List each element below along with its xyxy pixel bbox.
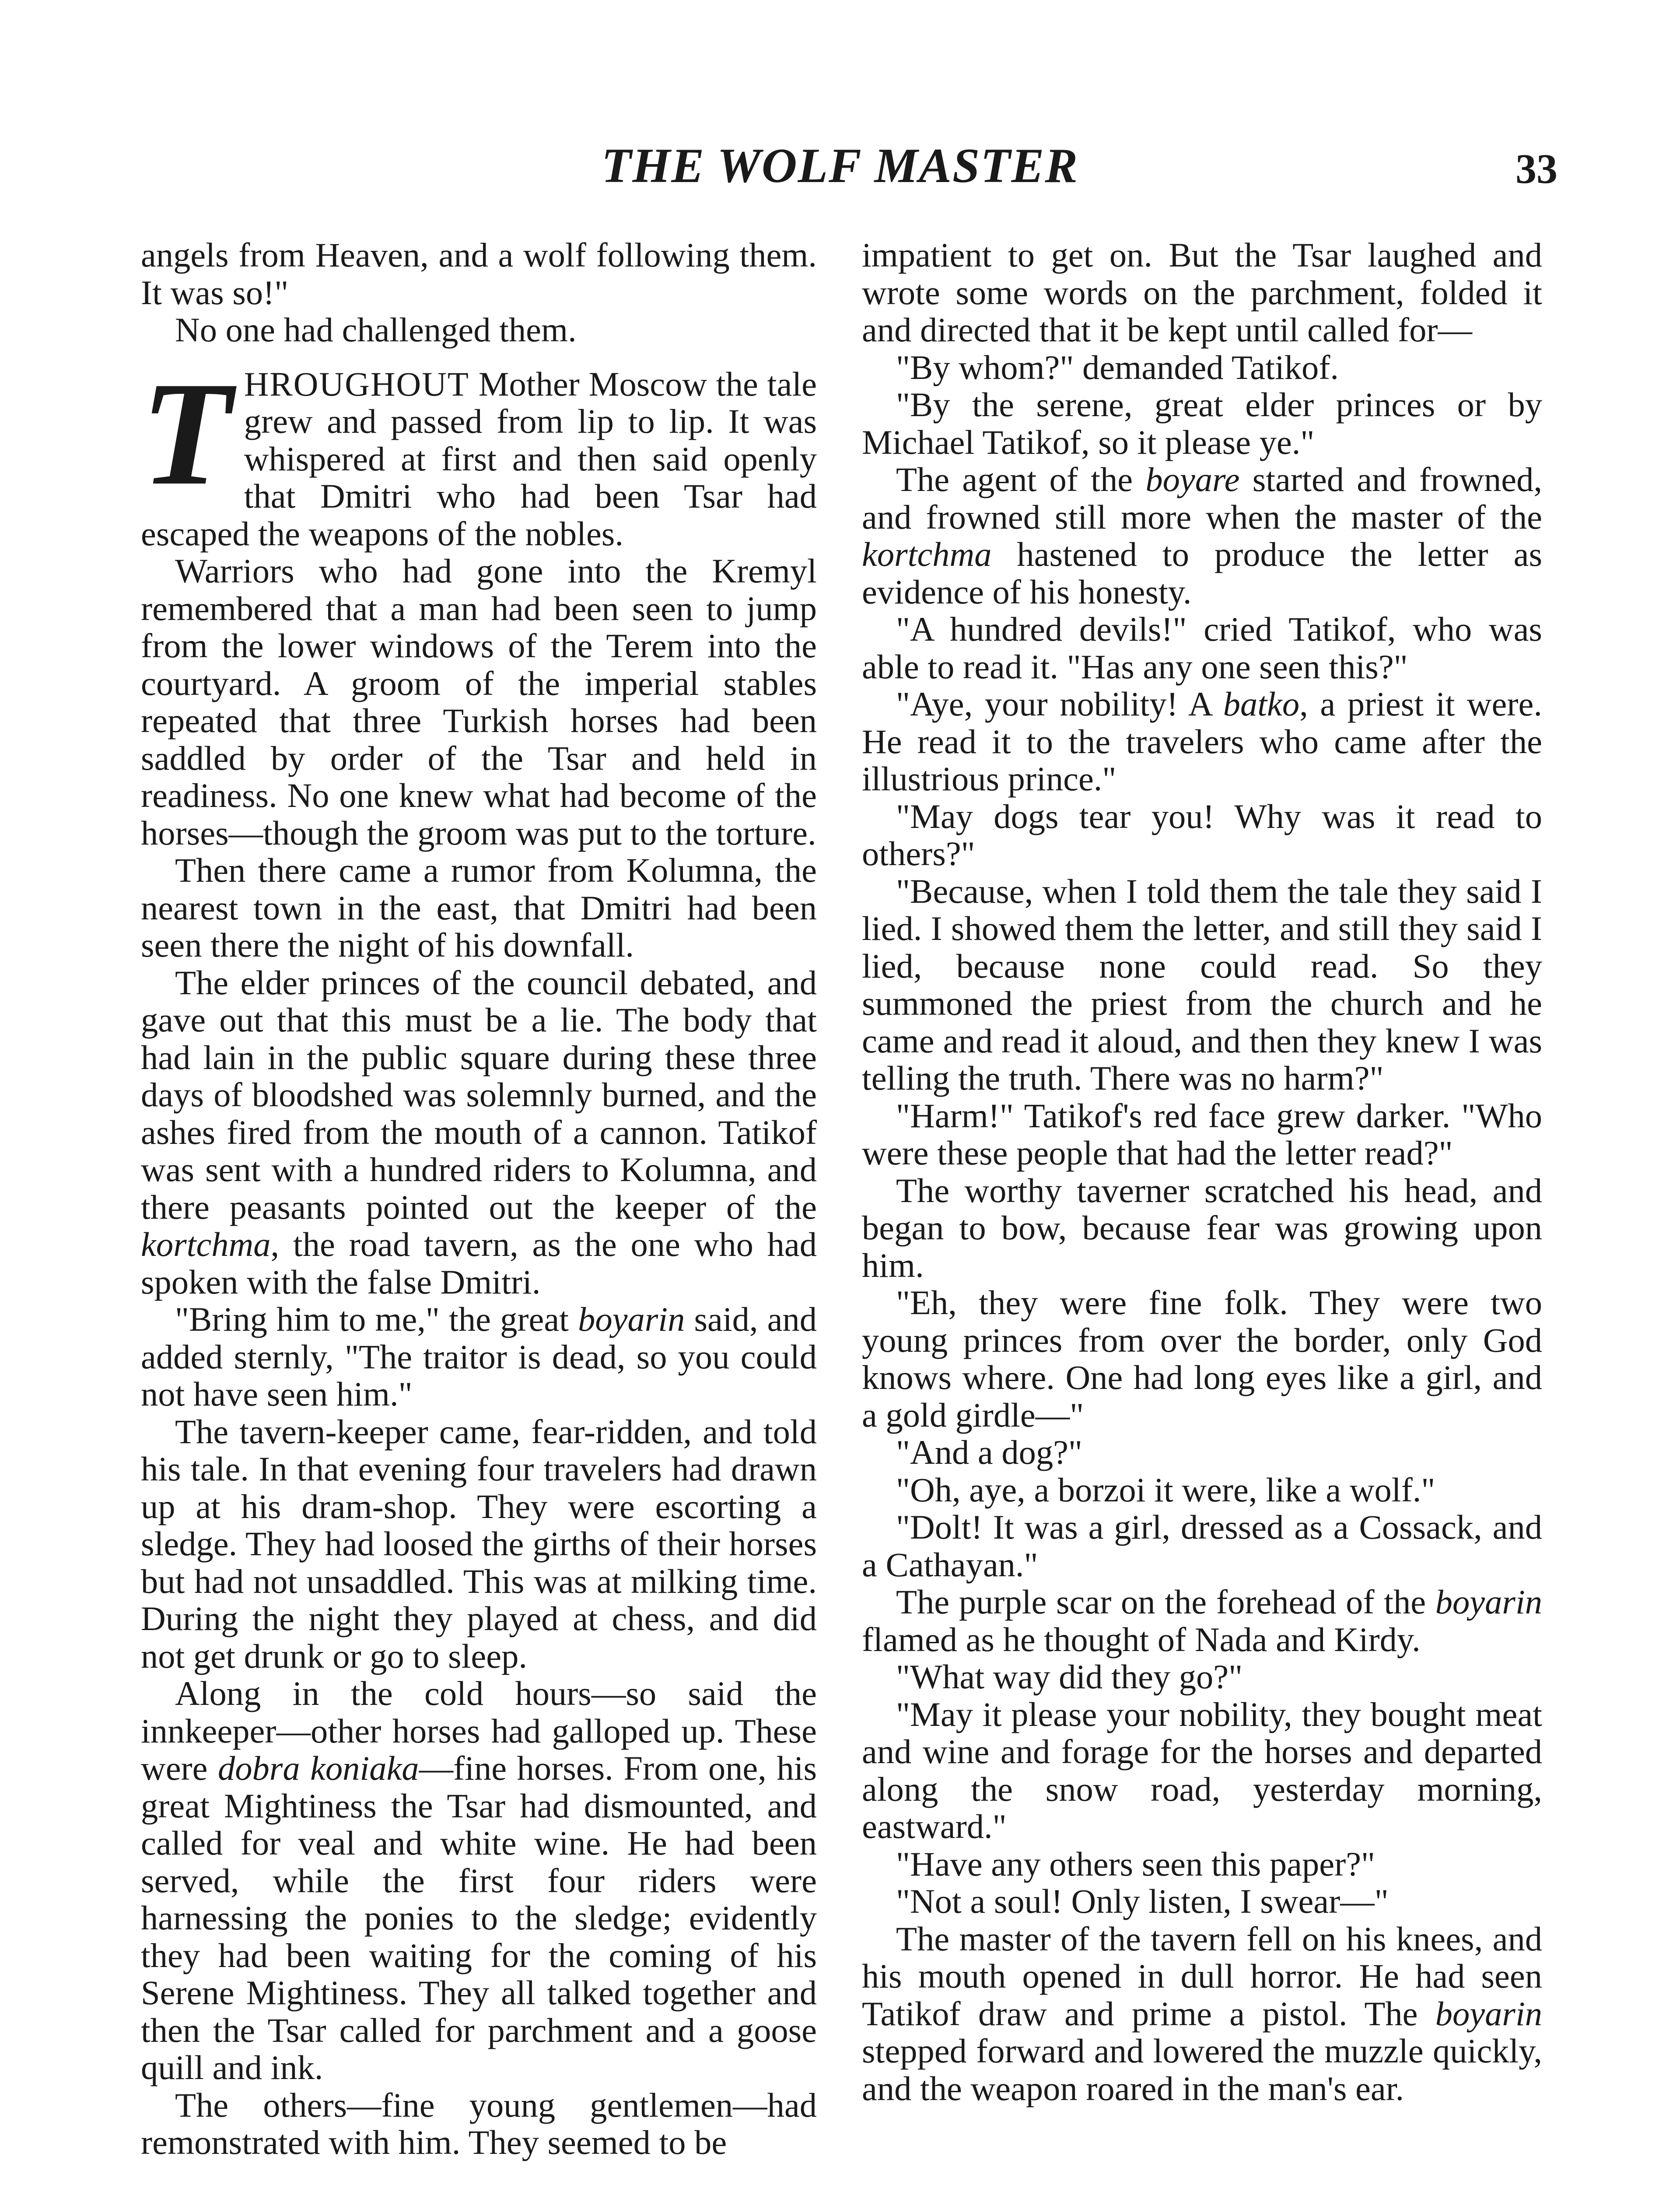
paragraph-text: Mother Moscow the tale grew and passed from lip to lip. It was whispered at first and then said openly that Dmitri who had been Tsar had escaped the weapons of the nobles. bbox=[141, 365, 817, 553]
paragraph: "And a dog?" bbox=[896, 1433, 1082, 1471]
paragraph-text: said, and added sternly, "The traitor is dead, so you could not have seen him." bbox=[141, 1300, 817, 1413]
paragraph-text: stepped forward and lowered the muzzle quickly, and the weapon roared in the man's ear. bbox=[862, 2032, 1542, 2107]
paragraph: "Because, when I told them the tale they said I lied. I showed them the letter, and still they said I lied, because none could read. So they summoned the priest from the church and he came and read it aloud, and then they knew I was telling the truth. There was no harm?" bbox=[862, 872, 1542, 1097]
paragraph: "Dolt! It was a girl, dressed as a Cossack, and a Cathayan." bbox=[862, 1508, 1542, 1584]
italic-term: batko bbox=[1223, 685, 1300, 723]
paragraph: Then there came a rumor from Kolumna, the nearest town in the east, that Dmitri had been seen there the night of his downfall. bbox=[141, 851, 817, 964]
italic-term: boyare bbox=[1145, 460, 1240, 498]
paragraph-text: The agent of the bbox=[896, 460, 1146, 498]
paragraph: "By the serene, great elder princes or by Michael Tatikof, so it please ye." bbox=[862, 386, 1542, 461]
paragraph: angels from Heaven, and a wolf following them. It was so!" bbox=[141, 236, 817, 312]
italic-term: dobra koniaka bbox=[218, 1749, 419, 1787]
page-number: 33 bbox=[1516, 145, 1558, 192]
paragraph: "Harm!" Tatikof's red face grew darker. "Who were these people that had the letter read?" bbox=[862, 1096, 1542, 1172]
paragraph: "May dogs tear you! Why was it read to others?" bbox=[862, 797, 1542, 873]
paragraph bbox=[862, 461, 1542, 610]
opening-small-caps: HROUGHOUT bbox=[244, 365, 469, 403]
paragraph-text: "Bring him to me," the great bbox=[175, 1300, 578, 1338]
paragraph: "By whom?" demanded Tatikof. bbox=[896, 348, 1339, 386]
paragraph-text: Along in the cold hours—so said the innkeeper—other horses had galloped up. These were bbox=[141, 1674, 817, 1787]
paragraph: "Eh, they were fine folk. They were two young princes from over the border, only God knows where. One had long eyes like a girl, and a gold girdle—" bbox=[862, 1283, 1542, 1434]
paragraph: No one had challenged them. bbox=[175, 311, 577, 349]
paragraph: "May it please your nobility, they bought meat and wine and forage for the horses and departed along the snow road, yesterday morning, eastward." bbox=[862, 1695, 1542, 1845]
paragraph bbox=[141, 1301, 817, 1413]
paragraph: The worthy taverner scratched his head, and began to bow, because fear was growing upon him. bbox=[862, 1171, 1542, 1284]
paragraph bbox=[862, 685, 1542, 798]
paragraph bbox=[141, 1675, 817, 2086]
paragraph-text: flamed as he thought of Nada and Kirdy. bbox=[862, 1620, 1421, 1659]
paragraph: Warriors who had gone into the Kremyl remembered that a man had been seen to jump from the lower windows of the Terem into the courtyard. A groom of the imperial stables repeated that three Turkish horses had been saddled by order of the Tsar and held in readiness. No one knew what had become of the horses—though the groom was put to the torture. bbox=[141, 552, 817, 852]
paragraph-text: The master of the tavern fell on his knees, and his mouth opened in dull horror. He had seen Tatikof draw and prime a pistol. The bbox=[862, 1919, 1542, 2033]
drop-cap: T bbox=[141, 351, 232, 516]
paragraph: "Not a soul! Only listen, I swear—" bbox=[896, 1882, 1389, 1920]
paragraph: The tavern-keeper came, fear-ridden, and told his tale. In that evening four travelers had drawn up at his dram-shop. They were escorting a sledge. They had loosed the girths of their horses but had not unsaddled. This was at milking time. During the night they played at chess, and did not get drunk or go to sleep. bbox=[141, 1412, 817, 1675]
paragraph: The others—fine young gentlemen—had remonstrated with him. They seemed to be bbox=[141, 2086, 817, 2161]
paragraph-text: , a priest it were. He read it to the travelers who came after the illustrious prince." bbox=[862, 685, 1542, 798]
italic-term: kortchma bbox=[862, 535, 992, 573]
section-opening-paragraph bbox=[141, 351, 817, 553]
paragraph-text: started and frowned, and frowned still more when the master of the bbox=[862, 460, 1542, 536]
paragraph: "Oh, aye, a borzoi it were, like a wolf." bbox=[896, 1470, 1435, 1509]
paragraph-text: The purple scar on the forehead of the bbox=[896, 1583, 1435, 1621]
paragraph-text: "Aye, your nobility! A bbox=[896, 685, 1223, 723]
paragraph bbox=[862, 1920, 1542, 2107]
italic-term: boyarin bbox=[1435, 1994, 1542, 2033]
paragraph: impatient to get on. But the Tsar laughed and wrote some words on the parchment, folded it and directed that it be kept until called for— bbox=[862, 236, 1542, 349]
right-column bbox=[862, 236, 1542, 2107]
paragraph: "A hundred devils!" cried Tatikof, who was able to read it. "Has any one seen this?" bbox=[862, 610, 1542, 686]
italic-term: boyarin bbox=[578, 1300, 685, 1338]
paragraph bbox=[862, 1583, 1542, 1658]
paragraph bbox=[141, 964, 817, 1301]
paragraph: "Have any others seen this paper?" bbox=[896, 1844, 1376, 1883]
paragraph-text: hastened to produce the letter as evidence of his honesty. bbox=[862, 535, 1542, 611]
italic-term: kortchma bbox=[141, 1225, 271, 1263]
paragraph-text: —fine horses. From one, his great Mightiness the Tsar had dismounted, and called for veal and white wine. He had been served, while the first four riders were harnessing the ponies to the sledge; evidently they had been waiting for the coming of his Serene Mightiness. They all talked together and then the Tsar called for parchment and a goose quill and ink. bbox=[141, 1749, 817, 2086]
paragraph-text: The elder princes of the council debated, and gave out that this must be a lie. The body that had lain in the public square during these three days of bloodshed was solemnly burned, and the ashes fired from the mouth of a cannon. Tatikof was sent with a hundred riders to Kolumna, and there peasants pointed out the keeper of the bbox=[141, 963, 817, 1226]
left-column bbox=[141, 236, 817, 2161]
running-title: THE WOLF MASTER bbox=[601, 139, 1079, 193]
italic-term: boyarin bbox=[1435, 1583, 1542, 1621]
paragraph: "What way did they go?" bbox=[896, 1658, 1243, 1696]
paragraph-text: , the road tavern, as the one who had spoken with the false Dmitri. bbox=[141, 1225, 817, 1301]
